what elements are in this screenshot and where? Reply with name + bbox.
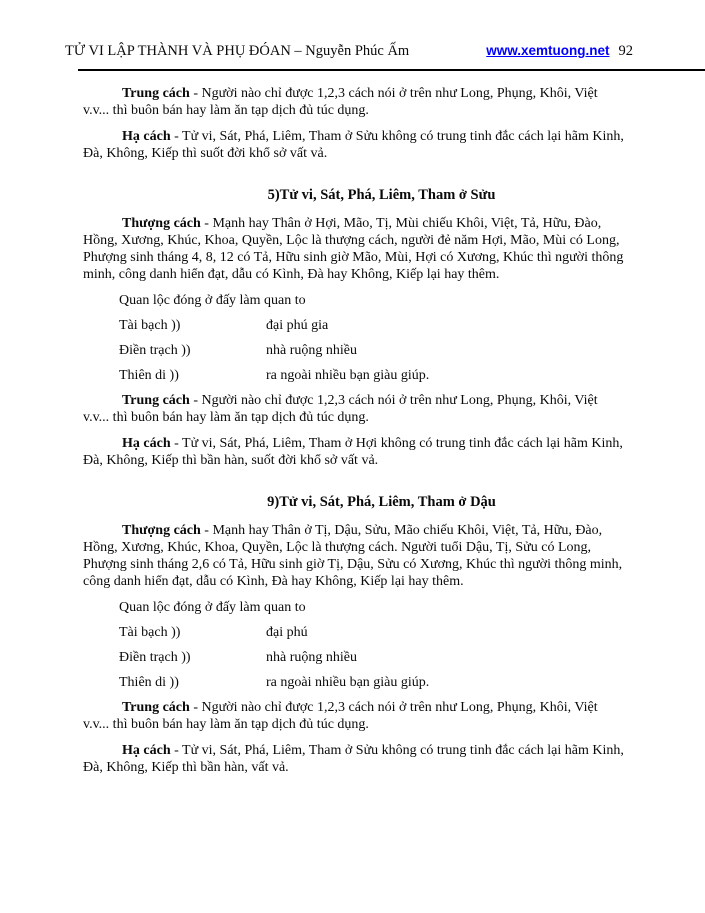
palace-label: Điền trạch )) [119, 343, 191, 358]
thuong-cach-label: Thượng cách [122, 216, 201, 231]
palace-row [119, 342, 624, 359]
trung-cach-paragraph [83, 392, 624, 426]
thuong-cach-label: Thượng cách [122, 523, 201, 538]
book-title: TỬ VI LẬP THÀNH VÀ PHỤ ĐÓAN – Nguyễn Phúc Ấm [65, 43, 410, 59]
section-heading: 9)Tử vi, Sát, Phá, Liêm, Tham ở Dậu [267, 494, 496, 510]
palace-label: Quan lộc đóng ở đấy làm quan to [119, 600, 306, 615]
ha-cach-label: Hạ cách [122, 743, 171, 758]
trung-cach-label: Trung cách [122, 700, 190, 715]
trung-cach-label: Trung cách [122, 393, 190, 408]
ha-cach-text: - Tử vi, Sát, Phá, Liêm, Tham ở Hợi không có trung tinh đắc cách lại hãm Kinh, Đà, Không, Kiếp thì bần hàn, suốt đời khổ sở vất vả. [83, 436, 623, 468]
trung-cach-text: - Người nào chỉ được 1,2,3 cách nói ở trên như Long, Phụng, Khôi, Việt v.v... thì buôn bán hay làm ăn tạp dịch đủ túc dụng. [83, 86, 598, 118]
palace-row [119, 674, 624, 691]
palace-row [119, 317, 624, 334]
header-divider [78, 69, 705, 71]
intro-trung-cach-paragraph [83, 85, 624, 119]
page-content [83, 85, 624, 776]
thuong-cach-paragraph [83, 215, 624, 283]
ha-cach-paragraph [83, 435, 624, 469]
ha-cach-text: - Tử vi, Sát, Phá, Liêm, Tham ở Sửu không có trung tinh đắc cách lại hãm Kinh, Đà, Không, Kiếp thì bần hàn, vất vả. [83, 743, 624, 775]
palace-value: ra ngoài nhiều bạn giàu giúp. [266, 675, 430, 690]
section-heading: 5)Tử vi, Sát, Phá, Liêm, Tham ở Sửu [267, 187, 496, 203]
trung-cach-text: - Người nào chỉ được 1,2,3 cách nói ở trên như Long, Phụng, Khôi, Việt v.v... thì buôn bán hay làm ăn tạp dịch đủ túc dụng. [83, 700, 598, 732]
page-number: 92 [618, 43, 633, 59]
palace-label: Thiên di )) [119, 368, 179, 383]
page-header [0, 0, 705, 60]
palace-value: đại phú gia [266, 318, 329, 333]
palace-label: Tài bạch )) [119, 318, 181, 333]
palace-value: nhà ruộng nhiều [266, 343, 357, 358]
header-right-group [486, 42, 633, 60]
palace-row [119, 649, 624, 666]
palace-row [119, 624, 624, 641]
palace-row [119, 292, 624, 309]
trung-cach-text: - Người nào chỉ được 1,2,3 cách nói ở trên như Long, Phụng, Khôi, Việt v.v... thì buôn bán hay làm ăn tạp dịch đủ túc dụng. [83, 393, 598, 425]
palace-row [119, 367, 624, 384]
palace-value: nhà ruộng nhiều [266, 650, 357, 665]
thuong-cach-text: - Mạnh hay Thân ở Hợi, Mão, Tị, Mùi chiếu Khôi, Việt, Tả, Hữu, Đào, Hồng, Xương, Khúc, Khoa, Quyền, Lộc là thượng cách, người đẻ năm Hợi, Mão, Mùi có Long, Phượng sinh tháng 4, 8, 12 có Tả, Hữu sinh giờ Mão, Mùi, Hợi có Xương, Khúc thì người thông minh, công danh hiển đạt, dẫu có Kình, Đà hay Không, Kiếp lại hay thêm. [83, 216, 624, 282]
palace-label: Điền trạch )) [119, 650, 191, 665]
intro-ha-cach-paragraph [83, 128, 624, 162]
palace-label: Quan lộc đóng ở đấy làm quan to [119, 293, 306, 308]
ha-cach-label: Hạ cách [122, 129, 171, 144]
palace-label: Tài bạch )) [119, 625, 181, 640]
ha-cach-text: - Tử vi, Sát, Phá, Liêm, Tham ở Sửu không có trung tinh đắc cách lại hãm Kinh, Đà, Không, Kiếp thì suốt đời khổ sở vất vả. [83, 129, 624, 161]
ha-cach-label: Hạ cách [122, 436, 171, 451]
website-link[interactable]: www.xemtuong.net [486, 43, 610, 58]
thuong-cach-text: - Mạnh hay Thân ở Tị, Dậu, Sửu, Mão chiếu Khôi, Việt, Tả, Hữu, Đào, Hồng, Xương, Khúc, Khoa, Quyền, Lộc là thượng cách. Người tuổi Dậu, Tị, Sửu có Long, Phượng sinh tháng 2,6 có Tả, Hữu sinh giờ Tị, Dậu, Sửu có Xương, Khúc thì người thông minh, công danh hiển đạt, dẫu có Kình, Đà hay Không, Kiếp lại hay thêm. [83, 523, 623, 589]
ha-cach-paragraph [83, 742, 624, 776]
thuong-cach-paragraph [83, 522, 624, 590]
palace-value: đại phú [266, 625, 308, 640]
trung-cach-paragraph [83, 699, 624, 733]
trung-cach-label: Trung cách [122, 86, 190, 101]
palace-label: Thiên di )) [119, 675, 179, 690]
palace-value: ra ngoài nhiều bạn giàu giúp. [266, 368, 430, 383]
palace-row [119, 599, 624, 616]
